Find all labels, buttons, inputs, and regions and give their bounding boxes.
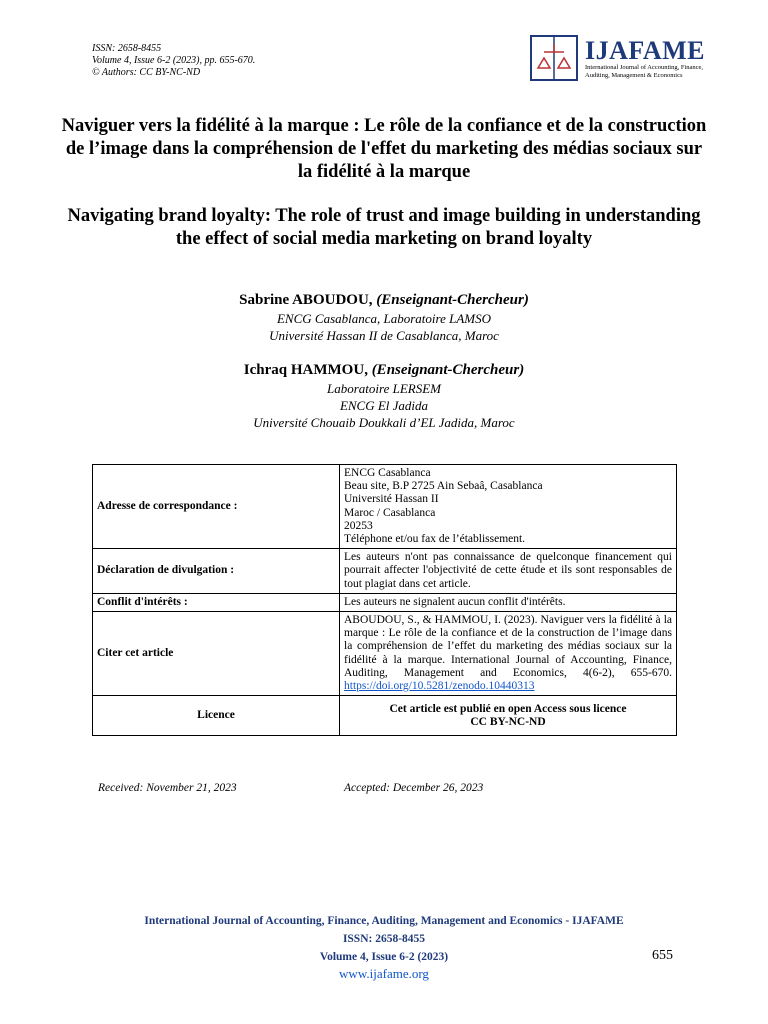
website-link[interactable]: www.ijafame.org [339,966,429,981]
footer-journal: International Journal of Accounting, Finance, Auditing, Management and Economics - IJAFAME [144,915,624,927]
table-row [93,696,677,736]
affiliation-line: Université Chouaib Doukkali d’EL Jadida, Maroc [253,415,515,430]
journal-meta [92,43,255,79]
affiliation-line: ENCG Casablanca, Laboratoire LAMSO [276,311,492,326]
licence-line: CC BY-NC-ND [470,715,546,728]
address-line: ENCG Casablanca [344,467,431,479]
title-french: Naviguer vers la fidélité à la marque : Le rôle de la confiance et de la construction de l’image dans la compréhension de l'effet du marketing des médias sociaux sur la fidélité à la marque [61,116,707,182]
table-row [93,465,677,549]
issn-line: ISSN: 2658-8455 [92,43,162,54]
table-row [93,549,677,594]
author-role: (Enseignant-Chercheur) [376,292,529,308]
license-line: © Authors: CC BY-NC-ND [92,67,201,78]
volume-line: Volume 4, Issue 6-2 (2023), pp. 655-670. [92,55,256,66]
title-english: Navigating brand loyalty: The role of trust and image building in understanding the effect of social media marketing on brand loyalty [67,206,701,249]
author-2: Ichraq HAMMOU, (Enseignant-Chercheur) [243,362,525,378]
conflict-label: Conflit d'intérêts : [93,593,340,611]
address-line: Maroc / Casablanca [344,506,436,519]
licence-label: Licence [93,696,340,736]
doi-link[interactable]: https://doi.org/10.5281/zenodo.10440313 [344,680,535,693]
licence-line: Cet article est publié en open Access sous licence [389,702,627,715]
affiliation-line: Laboratoire LERSEM [327,381,441,396]
table-row [93,593,677,611]
affiliation-line: Université Hassan II de Casablanca, Maroc [269,328,499,343]
address-line: Téléphone et/ou fax de l’établissement. [344,533,526,546]
citation-text: ABOUDOU, S., & HAMMOU, I. (2023). Naviguer vers la fidélité à la marque : Le rôle de la confiance et de la construction de l’image dans la compréhension de l’effet du marketing des médias sociaux sur la fidélité à la marque. International Journal of Accounting, Finance, Auditing, Management and Economics, 4(6-2), 655-670. [344,614,672,679]
journal-logo [528,32,718,86]
author-2-affiliation [60,380,708,431]
table-row [93,612,677,696]
article-info-table [92,464,677,736]
author-1: Sabrine ABOUDOU, (Enseignant-Chercheur) [239,292,529,308]
author-1-affiliation [60,310,708,344]
disclosure-label: Déclaration de divulgation : [93,549,340,594]
logo-mark-icon [528,32,580,84]
disclosure-value: Les auteurs n'ont pas connaissance de quelconque financement qui pourrait affecter l'objectivité de cette étude et ils sont responsables de tout plagiat dans cet article. [340,549,677,594]
footer-website [60,965,708,983]
footer-volume: Volume 4, Issue 6-2 (2023) [319,951,449,963]
received-date: Received: November 21, 2023 [98,782,237,794]
footer-issn: ISSN: 2658-8455 [342,933,426,945]
logo-tagline: International Journal of Accounting, Finance, Auditing, Management & Economics [585,64,704,79]
cite-label: Citer cet article [93,612,340,696]
cite-value [340,612,677,696]
author-name: Sabrine ABOUDOU [239,292,369,308]
address-line: Université Hassan II [344,493,439,506]
correspondence-label: Adresse de correspondance : [93,465,340,549]
address-line: Beau site, B.P 2725 Ain Sebaâ, Casablanca [344,480,543,493]
author-role: (Enseignant-Chercheur) [371,362,525,378]
logo-name: IJAFAME [585,36,706,65]
accepted-date: Accepted: December 26, 2023 [344,782,484,794]
correspondence-value [340,465,677,549]
conflict-value: Les auteurs ne signalent aucun conflit d'intérêts. [340,593,677,611]
licence-value [340,696,677,736]
page-number: 655 [652,948,673,963]
address-line: 20253 [344,519,373,532]
affiliation-line: ENCG El Jadida [339,398,429,413]
author-name: Ichraq HAMMOU [243,362,365,378]
